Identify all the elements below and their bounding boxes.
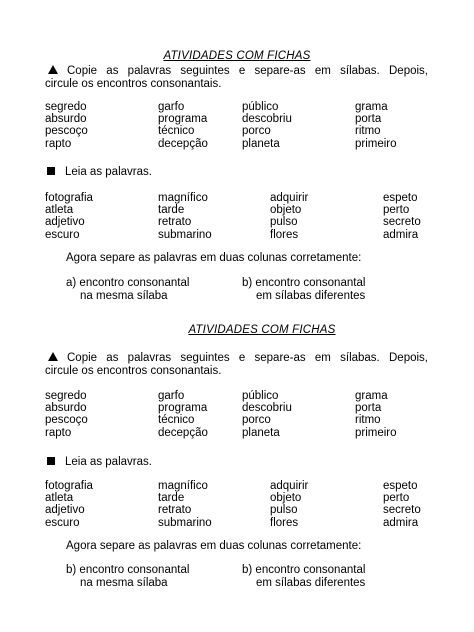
word: objeto	[270, 204, 302, 217]
word: descobriu	[242, 402, 292, 415]
word: ritmo	[355, 414, 381, 427]
option-a-line-1: a) encontro consonantal	[66, 277, 190, 289]
word: absurdo	[45, 402, 87, 415]
option-a-line-2: na mesma sílaba	[80, 577, 168, 589]
word: ritmo	[355, 125, 381, 138]
option-a	[66, 564, 189, 590]
copy-instruction-text-1: Copie as palavras seguintes e separe-as em sílabas. Depois,	[67, 352, 428, 364]
square-bullet-icon	[47, 457, 55, 465]
square-bullet-icon	[47, 167, 55, 175]
word: porco	[242, 414, 271, 427]
word: público	[242, 390, 279, 402]
word: magnífico	[158, 480, 208, 492]
option-b-line-1: b) encontro consonantal	[242, 277, 366, 289]
word: espeto	[383, 480, 418, 492]
word: atleta	[45, 204, 74, 217]
word: adquirir	[270, 192, 309, 204]
word: pescoço	[45, 125, 88, 138]
word: submarino	[158, 228, 212, 241]
copy-instruction-line-1	[45, 65, 428, 78]
option-b	[242, 277, 365, 303]
word: rapto	[45, 137, 72, 150]
word: objeto	[270, 492, 302, 505]
word: segredo	[45, 390, 87, 402]
word: fotografia	[45, 480, 93, 492]
option-a	[66, 277, 189, 303]
word: garfo	[158, 390, 185, 402]
word: decepção	[158, 426, 208, 439]
word: secreto	[383, 504, 421, 517]
copy-instruction	[45, 352, 428, 378]
word: primeiro	[355, 426, 397, 439]
word: absurdo	[45, 113, 87, 126]
word: tarde	[158, 204, 185, 217]
block-title: ATIVIDADES COM FICHAS	[163, 50, 311, 62]
read-instruction-text: Leia as palavras.	[65, 456, 152, 468]
word: submarino	[158, 516, 212, 529]
activity-block-1	[0, 50, 474, 340]
word: admira	[383, 228, 419, 241]
word: primeiro	[355, 137, 397, 150]
option-a-line-2: na mesma sílaba	[80, 290, 168, 302]
triangle-bullet-icon	[48, 352, 58, 361]
separate-instruction: Agora separe as palavras em duas colunas corretamente:	[66, 540, 362, 552]
word: público	[242, 101, 279, 113]
word: programa	[158, 113, 208, 126]
word: fotografia	[45, 192, 93, 204]
word: pulso	[270, 216, 298, 229]
word: técnico	[158, 414, 195, 427]
option-a-line-1: b) encontro consonantal	[66, 564, 190, 576]
word: rapto	[45, 426, 72, 439]
word: grama	[355, 390, 388, 402]
copy-instruction-line-1	[45, 352, 428, 365]
word: técnico	[158, 125, 195, 138]
read-instruction-text: Leia as palavras.	[65, 166, 152, 178]
word: escuro	[45, 228, 80, 241]
word: descobriu	[242, 113, 292, 126]
word: flores	[270, 516, 299, 529]
word: porta	[355, 113, 382, 126]
copy-instruction-line-2: circule os encontros consonantais.	[45, 365, 222, 377]
option-b-line-2: em sílabas diferentes	[256, 577, 366, 589]
word: retrato	[158, 504, 192, 517]
word: pulso	[270, 504, 298, 517]
word: grama	[355, 101, 388, 113]
copy-instruction	[45, 65, 428, 91]
word: espeto	[383, 192, 418, 204]
word: secreto	[383, 216, 421, 229]
word: magnífico	[158, 192, 208, 204]
word: planeta	[242, 426, 280, 439]
word: porta	[355, 402, 382, 415]
word: admira	[383, 516, 419, 529]
word: adquirir	[270, 480, 309, 492]
word: escuro	[45, 516, 80, 529]
activity-block-2	[0, 324, 474, 614]
option-b-line-2: em sílabas diferentes	[256, 290, 366, 302]
word: perto	[383, 492, 410, 505]
option-b-line-1: b) encontro consonantal	[242, 564, 366, 576]
word: tarde	[158, 492, 185, 505]
word: decepção	[158, 137, 208, 150]
word: segredo	[45, 101, 87, 113]
word: garfo	[158, 101, 185, 113]
copy-instruction-text-1: Copie as palavras seguintes e separe-as em sílabas. Depois,	[67, 65, 428, 77]
read-instruction	[45, 456, 152, 468]
block-title: ATIVIDADES COM FICHAS	[188, 324, 336, 336]
copy-instruction-line-2: circule os encontros consonantais.	[45, 78, 222, 90]
triangle-bullet-icon	[48, 65, 58, 74]
word: porco	[242, 125, 271, 138]
word: adjetivo	[45, 216, 85, 229]
word: retrato	[158, 216, 192, 229]
word: perto	[383, 204, 410, 217]
word: adjetivo	[45, 504, 85, 517]
option-b	[242, 564, 365, 590]
word: atleta	[45, 492, 74, 505]
word: planeta	[242, 137, 280, 150]
word: programa	[158, 402, 208, 415]
word: flores	[270, 228, 299, 241]
separate-instruction: Agora separe as palavras em duas colunas corretamente:	[66, 252, 362, 264]
read-instruction	[45, 166, 152, 178]
word: pescoço	[45, 414, 88, 427]
